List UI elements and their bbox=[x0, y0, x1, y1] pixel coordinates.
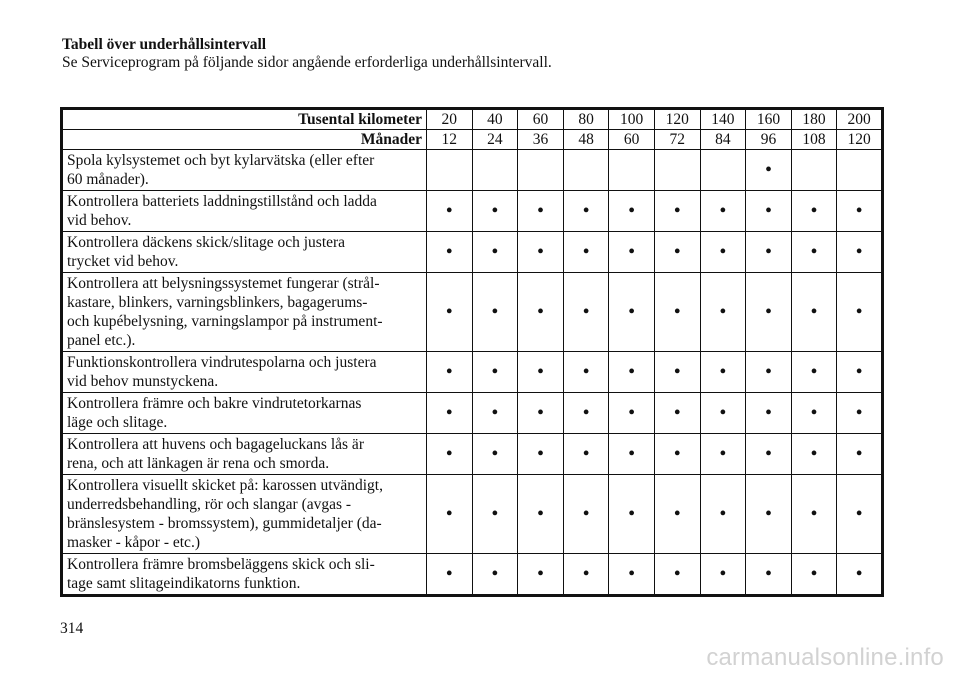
service-dot-icon: • bbox=[810, 360, 818, 383]
service-dot-icon: • bbox=[673, 442, 681, 465]
header-label-months: Månader bbox=[62, 130, 427, 150]
months-value: 48 bbox=[563, 130, 609, 150]
maintenance-interval-table bbox=[60, 107, 884, 597]
interval-cell bbox=[518, 434, 564, 475]
service-dot-icon: • bbox=[491, 442, 499, 465]
section-heading: Tabell över underhållsintervall bbox=[62, 36, 267, 53]
service-dot-icon: • bbox=[764, 158, 772, 181]
service-dot-icon: • bbox=[855, 199, 863, 222]
task-row bbox=[62, 554, 883, 596]
service-dot-icon: • bbox=[536, 300, 544, 323]
service-dot-icon: • bbox=[491, 240, 499, 263]
km-value: 140 bbox=[700, 109, 746, 130]
km-value: 160 bbox=[746, 109, 792, 130]
interval-cell bbox=[837, 434, 883, 475]
interval-cell bbox=[837, 232, 883, 273]
service-dot-icon: • bbox=[491, 360, 499, 383]
months-value: 36 bbox=[518, 130, 564, 150]
interval-cell bbox=[472, 434, 518, 475]
task-description bbox=[62, 352, 427, 393]
task-description bbox=[62, 554, 427, 596]
service-dot-icon: • bbox=[628, 442, 636, 465]
interval-cell bbox=[837, 475, 883, 554]
interval-cell bbox=[609, 191, 655, 232]
interval-cell bbox=[518, 273, 564, 352]
task-description-line: läge och slitage. bbox=[67, 414, 168, 431]
interval-cell bbox=[563, 475, 609, 554]
service-dot-icon: • bbox=[764, 300, 772, 323]
service-dot-icon: • bbox=[810, 502, 818, 525]
interval-cell bbox=[654, 150, 700, 191]
interval-cell bbox=[837, 273, 883, 352]
interval-cell bbox=[427, 434, 473, 475]
interval-cell bbox=[700, 554, 746, 596]
interval-cell bbox=[746, 232, 792, 273]
service-dot-icon: • bbox=[719, 360, 727, 383]
interval-cell bbox=[746, 434, 792, 475]
months-value: 120 bbox=[837, 130, 883, 150]
task-description-line: vid behov munstyckena. bbox=[67, 373, 219, 390]
service-dot-icon: • bbox=[719, 199, 727, 222]
service-dot-icon: • bbox=[445, 240, 453, 263]
service-dot-icon: • bbox=[536, 240, 544, 263]
interval-cell bbox=[472, 150, 518, 191]
service-dot-icon: • bbox=[582, 360, 590, 383]
interval-cell bbox=[837, 352, 883, 393]
task-row bbox=[62, 352, 883, 393]
km-value: 20 bbox=[427, 109, 473, 130]
interval-cell bbox=[654, 232, 700, 273]
task-description-line: 60 månader). bbox=[67, 171, 149, 188]
service-dot-icon: • bbox=[673, 240, 681, 263]
interval-cell bbox=[837, 191, 883, 232]
service-dot-icon: • bbox=[764, 199, 772, 222]
task-description bbox=[62, 434, 427, 475]
interval-cell bbox=[518, 352, 564, 393]
service-dot-icon: • bbox=[536, 360, 544, 383]
service-dot-icon: • bbox=[673, 199, 681, 222]
interval-cell bbox=[791, 232, 837, 273]
interval-cell bbox=[791, 191, 837, 232]
service-dot-icon: • bbox=[491, 199, 499, 222]
service-dot-icon: • bbox=[764, 502, 772, 525]
service-dot-icon: • bbox=[719, 300, 727, 323]
task-description-line: panel etc.). bbox=[67, 332, 136, 349]
service-dot-icon: • bbox=[673, 401, 681, 424]
task-description bbox=[62, 273, 427, 352]
header-row-months bbox=[62, 130, 883, 150]
service-dot-icon: • bbox=[445, 401, 453, 424]
watermark-logo: carmanualsonline.info bbox=[706, 644, 944, 671]
interval-cell bbox=[563, 554, 609, 596]
interval-cell bbox=[791, 352, 837, 393]
header-label-km: Tusental kilometer bbox=[62, 109, 427, 130]
task-description-line: vid behov. bbox=[67, 212, 132, 229]
interval-cell bbox=[427, 150, 473, 191]
task-description bbox=[62, 191, 427, 232]
task-description-line: och kupébelysning, varningslampor på instrument- bbox=[67, 313, 383, 330]
interval-cell bbox=[609, 434, 655, 475]
interval-cell bbox=[472, 352, 518, 393]
interval-cell bbox=[563, 232, 609, 273]
task-description bbox=[62, 232, 427, 273]
interval-cell bbox=[472, 232, 518, 273]
interval-cell bbox=[518, 232, 564, 273]
service-dot-icon: • bbox=[673, 562, 681, 585]
task-description-line: rena, och att länkagen är rena och smorda. bbox=[67, 455, 330, 472]
service-dot-icon: • bbox=[536, 401, 544, 424]
service-dot-icon: • bbox=[491, 562, 499, 585]
service-dot-icon: • bbox=[855, 401, 863, 424]
task-description-line: tage samt slitageindikatorns funktion. bbox=[67, 575, 301, 592]
service-dot-icon: • bbox=[491, 401, 499, 424]
service-dot-icon: • bbox=[536, 562, 544, 585]
task-row bbox=[62, 273, 883, 352]
interval-cell bbox=[746, 475, 792, 554]
task-description-line: masker - kåpor - etc.) bbox=[67, 534, 200, 551]
interval-cell bbox=[472, 393, 518, 434]
service-dot-icon: • bbox=[491, 300, 499, 323]
task-row bbox=[62, 150, 883, 191]
interval-cell bbox=[563, 434, 609, 475]
interval-cell bbox=[518, 191, 564, 232]
service-dot-icon: • bbox=[628, 199, 636, 222]
interval-cell bbox=[609, 273, 655, 352]
service-dot-icon: • bbox=[628, 240, 636, 263]
service-dot-icon: • bbox=[764, 562, 772, 585]
service-dot-icon: • bbox=[855, 300, 863, 323]
interval-cell bbox=[654, 475, 700, 554]
service-dot-icon: • bbox=[445, 562, 453, 585]
months-value: 60 bbox=[609, 130, 655, 150]
km-value: 180 bbox=[791, 109, 837, 130]
interval-cell bbox=[837, 150, 883, 191]
service-dot-icon: • bbox=[719, 562, 727, 585]
interval-cell bbox=[654, 273, 700, 352]
service-dot-icon: • bbox=[719, 442, 727, 465]
service-dot-icon: • bbox=[855, 240, 863, 263]
interval-cell bbox=[746, 150, 792, 191]
interval-cell bbox=[518, 150, 564, 191]
interval-cell bbox=[791, 554, 837, 596]
interval-cell bbox=[563, 150, 609, 191]
service-dot-icon: • bbox=[764, 360, 772, 383]
interval-cell bbox=[609, 352, 655, 393]
task-row bbox=[62, 191, 883, 232]
interval-cell bbox=[609, 554, 655, 596]
task-description-line: Kontrollera däckens skick/slitage och justera bbox=[67, 234, 346, 251]
interval-cell bbox=[472, 554, 518, 596]
interval-cell bbox=[791, 150, 837, 191]
service-dot-icon: • bbox=[582, 442, 590, 465]
service-dot-icon: • bbox=[855, 502, 863, 525]
task-description bbox=[62, 475, 427, 554]
interval-cell bbox=[518, 393, 564, 434]
service-dot-icon: • bbox=[628, 300, 636, 323]
km-value: 80 bbox=[563, 109, 609, 130]
task-description-line: Kontrollera att belysningssystemet fungerar (strål- bbox=[67, 275, 380, 292]
page-number: 314 bbox=[60, 620, 84, 637]
interval-cell bbox=[700, 352, 746, 393]
task-description-line: Kontrollera att huvens och bagageluckans lås är bbox=[67, 436, 364, 453]
service-dot-icon: • bbox=[582, 240, 590, 263]
service-dot-icon: • bbox=[582, 502, 590, 525]
task-description-line: Funktionskontrollera vindrutespolarna och justera bbox=[67, 354, 377, 371]
months-value: 96 bbox=[746, 130, 792, 150]
km-value: 200 bbox=[837, 109, 883, 130]
task-description-line: Spola kylsystemet och byt kylarvätska (eller efter bbox=[67, 152, 375, 169]
interval-cell bbox=[654, 352, 700, 393]
interval-cell bbox=[700, 232, 746, 273]
interval-cell bbox=[609, 232, 655, 273]
months-value: 24 bbox=[472, 130, 518, 150]
months-value: 72 bbox=[654, 130, 700, 150]
service-dot-icon: • bbox=[628, 502, 636, 525]
km-value: 100 bbox=[609, 109, 655, 130]
service-dot-icon: • bbox=[582, 199, 590, 222]
interval-cell bbox=[837, 554, 883, 596]
km-value: 60 bbox=[518, 109, 564, 130]
interval-cell bbox=[700, 475, 746, 554]
interval-cell bbox=[609, 393, 655, 434]
service-dot-icon: • bbox=[810, 562, 818, 585]
service-dot-icon: • bbox=[855, 562, 863, 585]
interval-cell bbox=[791, 393, 837, 434]
service-dot-icon: • bbox=[810, 300, 818, 323]
task-row bbox=[62, 232, 883, 273]
service-dot-icon: • bbox=[810, 199, 818, 222]
interval-cell bbox=[427, 393, 473, 434]
service-dot-icon: • bbox=[445, 442, 453, 465]
interval-cell bbox=[654, 434, 700, 475]
service-dot-icon: • bbox=[764, 401, 772, 424]
interval-cell bbox=[609, 150, 655, 191]
service-dot-icon: • bbox=[445, 502, 453, 525]
task-description-line: Kontrollera batteriets laddningstillstånd och ladda bbox=[67, 193, 377, 210]
task-row bbox=[62, 393, 883, 434]
task-description-line: trycket vid behov. bbox=[67, 253, 179, 270]
months-value: 84 bbox=[700, 130, 746, 150]
interval-cell bbox=[563, 191, 609, 232]
interval-cell bbox=[791, 273, 837, 352]
interval-cell bbox=[563, 352, 609, 393]
service-dot-icon: • bbox=[582, 300, 590, 323]
service-dot-icon: • bbox=[764, 240, 772, 263]
service-dot-icon: • bbox=[582, 562, 590, 585]
task-row bbox=[62, 475, 883, 554]
months-value: 12 bbox=[427, 130, 473, 150]
interval-cell bbox=[746, 352, 792, 393]
interval-cell bbox=[791, 434, 837, 475]
service-dot-icon: • bbox=[445, 199, 453, 222]
service-dot-icon: • bbox=[628, 562, 636, 585]
service-dot-icon: • bbox=[536, 199, 544, 222]
interval-cell bbox=[427, 232, 473, 273]
task-description-line: bränslesystem - bromssystem), gummidetaljer (da- bbox=[67, 515, 382, 532]
service-dot-icon: • bbox=[673, 300, 681, 323]
interval-cell bbox=[746, 393, 792, 434]
service-dot-icon: • bbox=[810, 240, 818, 263]
interval-cell bbox=[427, 475, 473, 554]
interval-cell bbox=[472, 475, 518, 554]
interval-cell bbox=[654, 393, 700, 434]
months-value: 108 bbox=[791, 130, 837, 150]
interval-cell bbox=[563, 273, 609, 352]
interval-cell bbox=[563, 393, 609, 434]
interval-cell bbox=[427, 352, 473, 393]
interval-cell bbox=[700, 150, 746, 191]
km-value: 120 bbox=[654, 109, 700, 130]
interval-cell bbox=[837, 393, 883, 434]
interval-cell bbox=[746, 554, 792, 596]
service-dot-icon: • bbox=[719, 401, 727, 424]
interval-cell bbox=[472, 191, 518, 232]
service-dot-icon: • bbox=[855, 360, 863, 383]
service-dot-icon: • bbox=[810, 442, 818, 465]
interval-cell bbox=[427, 554, 473, 596]
intro-text: Se Serviceprogram på följande sidor angående erforderliga underhållsintervall. bbox=[62, 54, 552, 71]
interval-cell bbox=[746, 191, 792, 232]
task-description-line: underredsbehandling, rör och slangar (avgas - bbox=[67, 496, 352, 513]
interval-cell bbox=[518, 475, 564, 554]
interval-cell bbox=[518, 554, 564, 596]
service-dot-icon: • bbox=[764, 442, 772, 465]
interval-cell bbox=[746, 273, 792, 352]
task-row bbox=[62, 434, 883, 475]
service-dot-icon: • bbox=[536, 502, 544, 525]
service-dot-icon: • bbox=[445, 360, 453, 383]
service-dot-icon: • bbox=[673, 360, 681, 383]
header-row-km bbox=[62, 109, 883, 130]
service-dot-icon: • bbox=[719, 502, 727, 525]
interval-cell bbox=[700, 273, 746, 352]
interval-cell bbox=[654, 554, 700, 596]
task-description bbox=[62, 150, 427, 191]
km-value: 40 bbox=[472, 109, 518, 130]
service-dot-icon: • bbox=[673, 502, 681, 525]
task-description-line: kastare, blinkers, varningsblinkers, bagagerums- bbox=[67, 294, 368, 311]
task-description-line: Kontrollera främre bromsbeläggens skick och sli- bbox=[67, 556, 375, 573]
interval-cell bbox=[427, 191, 473, 232]
task-description-line: Kontrollera främre och bakre vindrutetorkarnas bbox=[67, 395, 362, 412]
service-dot-icon: • bbox=[855, 442, 863, 465]
interval-cell bbox=[700, 191, 746, 232]
service-dot-icon: • bbox=[445, 300, 453, 323]
interval-cell bbox=[700, 434, 746, 475]
interval-cell bbox=[654, 191, 700, 232]
service-dot-icon: • bbox=[810, 401, 818, 424]
service-dot-icon: • bbox=[628, 360, 636, 383]
service-dot-icon: • bbox=[628, 401, 636, 424]
task-description bbox=[62, 393, 427, 434]
interval-cell bbox=[609, 475, 655, 554]
interval-cell bbox=[472, 273, 518, 352]
service-dot-icon: • bbox=[719, 240, 727, 263]
service-dot-icon: • bbox=[536, 442, 544, 465]
interval-cell bbox=[791, 475, 837, 554]
service-dot-icon: • bbox=[491, 502, 499, 525]
interval-cell bbox=[700, 393, 746, 434]
task-description-line: Kontrollera visuellt skicket på: karossen utvändigt, bbox=[67, 477, 383, 494]
interval-cell bbox=[427, 273, 473, 352]
service-dot-icon: • bbox=[582, 401, 590, 424]
